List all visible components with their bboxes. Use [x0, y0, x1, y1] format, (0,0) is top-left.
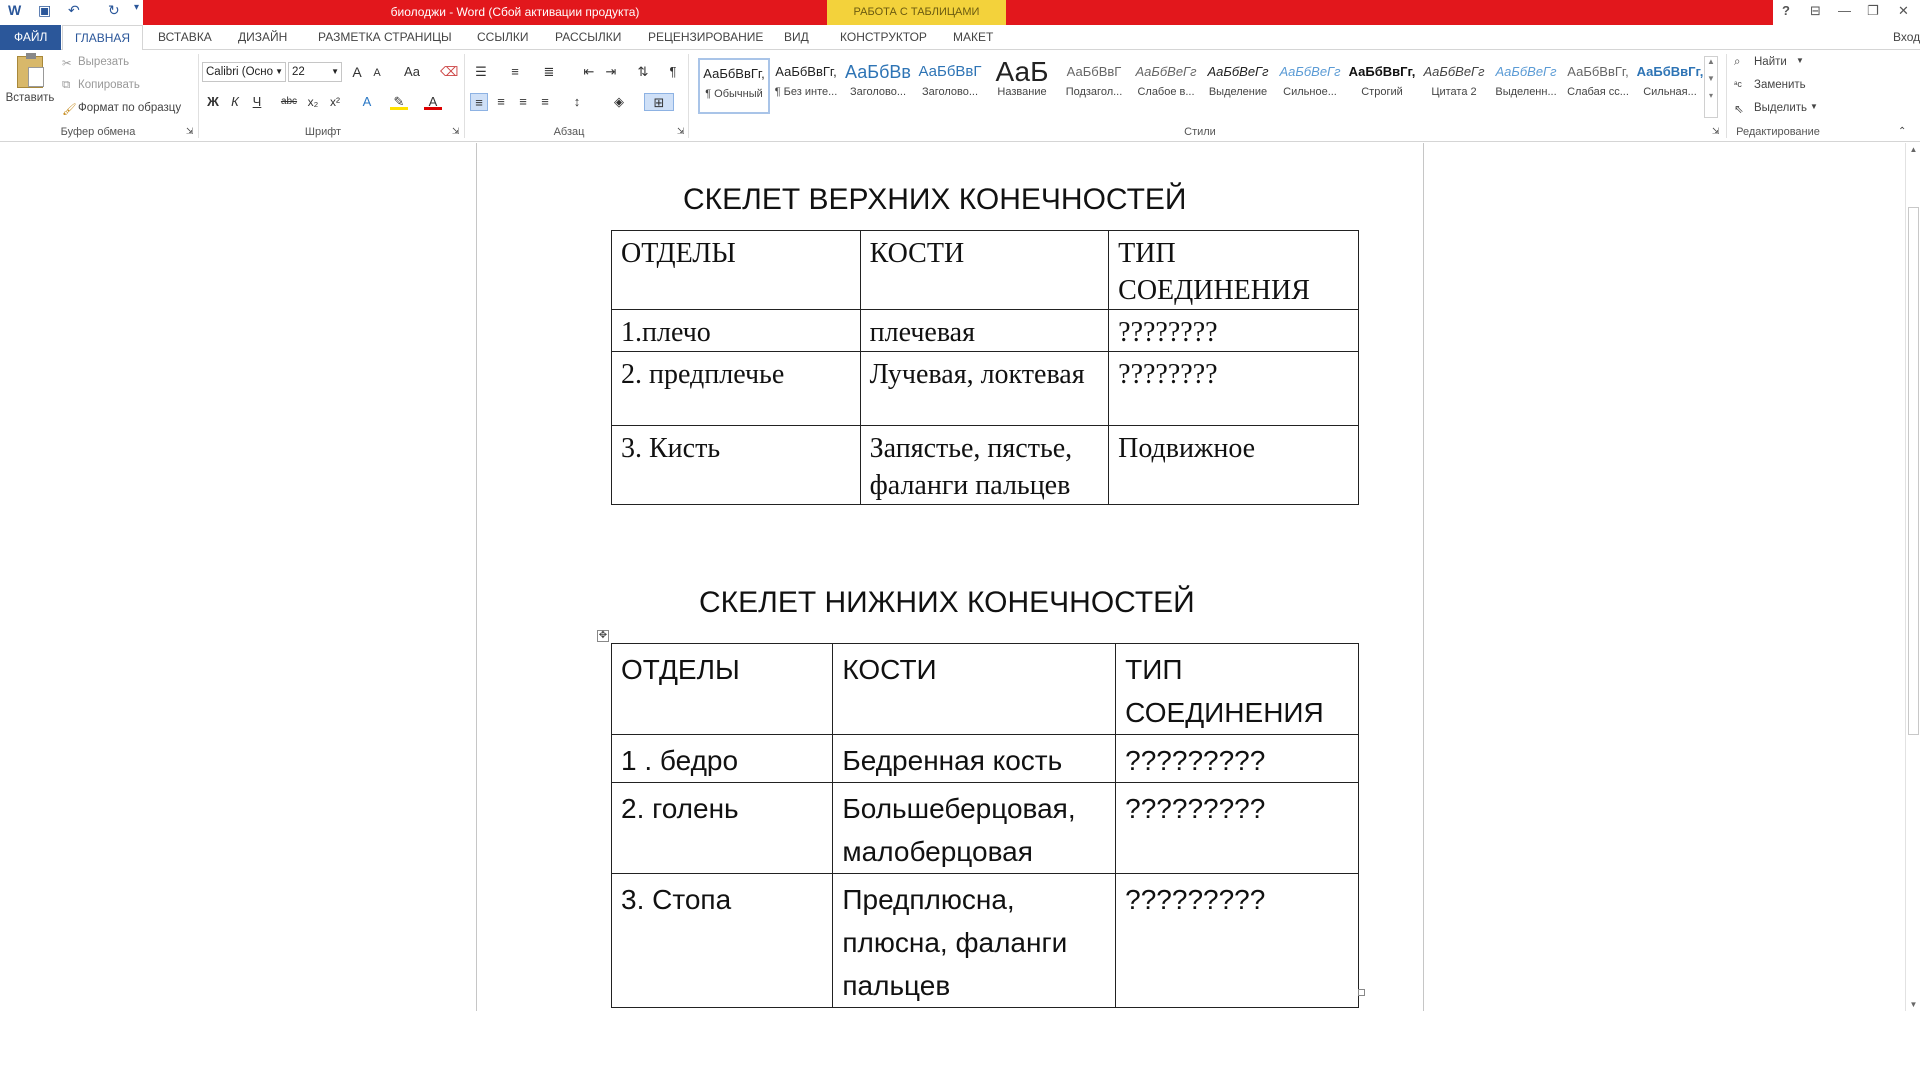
table-cell[interactable]: 2. голень — [612, 783, 833, 874]
sign-in-link[interactable]: Вход — [1893, 30, 1920, 44]
style-gallery-item[interactable] — [770, 58, 842, 114]
table-row — [612, 783, 1359, 874]
chevron-down-icon[interactable]: ▼ — [1810, 102, 1818, 111]
style-gallery-item[interactable] — [1490, 58, 1562, 114]
style-label: Выделение — [1208, 86, 1268, 98]
table-cell[interactable]: Предплюсна, плюсна, фаланги пальцев — [833, 874, 1116, 1008]
table-cell[interactable]: ТИП СОЕДИНЕНИЯ — [1109, 231, 1359, 310]
table-cell[interactable]: ОТДЕЛЫ — [612, 231, 861, 310]
style-sample: АаБ — [995, 58, 1049, 86]
table-cell[interactable]: ???????? — [1109, 352, 1359, 426]
table-cell[interactable]: КОСТИ — [833, 644, 1116, 735]
table-cell[interactable]: Лучевая, локтевая — [860, 352, 1109, 426]
style-label: Заголово... — [921, 86, 979, 98]
table-cell[interactable]: ????????? — [1116, 874, 1359, 1008]
table-upper-limbs[interactable] — [611, 230, 1359, 505]
binoculars-icon: ⌕ — [1734, 56, 1741, 68]
show-marks-button[interactable]: ¶ — [669, 64, 677, 79]
scroll-down-icon[interactable]: ▼ — [1909, 1000, 1918, 1009]
bottom-blank-area — [0, 1011, 1920, 1080]
find-button[interactable]: Найти — [1754, 56, 1787, 68]
help-button[interactable]: ? — [1782, 3, 1790, 18]
table-move-handle[interactable]: ✥ — [598, 630, 608, 641]
scrollbar-thumb[interactable] — [1908, 207, 1919, 735]
table-cell[interactable]: 3. Кисть — [612, 426, 861, 505]
styles-gallery-scroll[interactable] — [1704, 56, 1718, 118]
style-gallery-item[interactable] — [1274, 58, 1346, 114]
tab-design[interactable]: ДИЗАЙН — [238, 30, 288, 44]
grow-font-button[interactable]: A — [352, 64, 362, 80]
style-gallery-item[interactable] — [1202, 58, 1274, 114]
replace-icon: ᵃc — [1734, 79, 1742, 89]
clipboard-launcher-icon[interactable]: ⇲ — [186, 126, 194, 136]
numbering-icon[interactable]: ≡ — [511, 64, 519, 79]
style-sample: АаБбВеГг — [1135, 64, 1197, 79]
format-painter-button[interactable]: Формат по образцу — [78, 102, 182, 114]
font-color-icon[interactable]: A — [424, 93, 442, 110]
collapse-ribbon-icon[interactable]: ⌃ — [1898, 126, 1907, 137]
title-bar — [0, 0, 1920, 25]
style-gallery-item[interactable] — [842, 58, 914, 114]
borders-icon[interactable]: ⊞ — [644, 93, 674, 111]
table-cell[interactable]: Большеберцовая, малоберцовая — [833, 783, 1116, 874]
style-sample: АаБбВеГг — [1279, 64, 1341, 79]
style-label: ¶ Без инте... — [774, 86, 838, 98]
redo-icon[interactable]: ↻ — [108, 2, 120, 18]
tab-references[interactable]: ССЫЛКИ — [477, 30, 529, 44]
scroll-up-icon[interactable]: ▲ — [1909, 145, 1918, 154]
shading-icon[interactable]: ◈ — [614, 94, 624, 109]
chevron-up-icon[interactable]: ▲ — [1707, 57, 1715, 66]
justify-icon[interactable]: ≡ — [541, 94, 549, 109]
table-cell[interactable]: Подвижное — [1109, 426, 1359, 505]
paragraph-group-label: Абзац — [553, 126, 585, 138]
style-label: Цитата 2 — [1431, 86, 1477, 98]
copy-icon: ⧉ — [62, 79, 71, 91]
table-cell[interactable]: 2. предплечье — [612, 352, 861, 426]
table-cell[interactable]: ????????? — [1116, 735, 1359, 783]
table-row — [612, 735, 1359, 783]
style-sample: АаБбВвГг, — [1348, 64, 1416, 79]
table-cell[interactable]: ????????? — [1116, 783, 1359, 874]
table-row — [612, 352, 1359, 426]
tab-page-layout[interactable]: РАЗМЕТКА СТРАНИЦЫ — [318, 30, 452, 44]
style-sample: АаБбВв — [845, 62, 911, 82]
table-cell[interactable]: Запястье, пястье, фаланги пальцев — [860, 426, 1109, 505]
tab-file[interactable]: ФАЙЛ — [0, 25, 61, 50]
format-painter-icon: 🖌 — [62, 104, 77, 116]
table-cell[interactable]: Бедренная кость — [833, 735, 1116, 783]
window-title: биолоджи - Word (Сбой активации продукта) — [390, 5, 640, 19]
table-cell[interactable]: ???????? — [1109, 310, 1359, 352]
table-tools-context-label: РАБОТА С ТАБЛИЦАМИ — [827, 0, 1006, 25]
clipboard-icon — [17, 56, 43, 88]
style-label: ¶ Обычный — [705, 88, 763, 100]
close-button[interactable]: ✕ — [1898, 3, 1909, 18]
style-gallery-item[interactable] — [1634, 58, 1706, 114]
ribbon-tabs — [0, 25, 1920, 50]
table-row — [612, 874, 1359, 1008]
line-spacing-icon[interactable]: ↕ — [573, 94, 581, 109]
chevron-down-icon[interactable]: ▼ — [1796, 56, 1804, 65]
tab-table-layout[interactable]: МАКЕТ — [953, 30, 994, 44]
style-gallery-item[interactable] — [986, 58, 1058, 114]
style-label: Слабая сс... — [1567, 86, 1629, 98]
style-label: Подзагол... — [1065, 86, 1123, 98]
tab-mailings[interactable]: РАССЫЛКИ — [555, 30, 622, 44]
change-case-button[interactable]: Aa — [404, 64, 420, 79]
paste-button[interactable] — [4, 54, 56, 122]
tab-home[interactable]: ГЛАВНАЯ — [62, 25, 143, 51]
font-size-combo[interactable] — [288, 62, 342, 82]
maximize-button[interactable]: ❐ — [1867, 3, 1879, 18]
table-cell[interactable]: плечевая — [860, 310, 1109, 352]
select-button[interactable]: Выделить — [1754, 102, 1808, 114]
save-icon[interactable]: ▣ — [38, 2, 52, 18]
table-header-row — [612, 231, 1359, 310]
cursor-icon: ⇖ — [1734, 104, 1744, 116]
heading-upper-limbs: СКЕЛЕТ ВЕРХНИХ КОНЕЧНОСТЕЙ — [683, 183, 1187, 216]
heading-lower-limbs: СКЕЛЕТ НИЖНИХ КОНЕЧНОСТЕЙ — [699, 586, 1195, 619]
font-name-value: Calibri (Осно — [206, 66, 274, 78]
style-gallery-item[interactable] — [1562, 58, 1634, 114]
align-left-icon[interactable]: ≡ — [470, 93, 488, 111]
styles-launcher-icon[interactable]: ⇲ — [1712, 126, 1720, 136]
strikethrough-button[interactable]: abc — [280, 96, 298, 107]
style-sample: АаБбВеГг — [1207, 64, 1269, 79]
style-label: Слабое в... — [1137, 86, 1195, 98]
style-sample: АаБбВвГг, — [703, 66, 765, 81]
font-group-label: Шрифт — [304, 126, 342, 138]
table-header-row — [612, 644, 1359, 735]
font-size-value: 22 — [292, 66, 305, 78]
table-lower-limbs[interactable] — [611, 643, 1359, 1008]
decrease-indent-icon[interactable]: ⇤ — [583, 64, 595, 79]
table-cell[interactable]: 3. Стопа — [612, 874, 833, 1008]
document-area — [0, 143, 1905, 1011]
scissors-icon: ✂ — [62, 58, 72, 70]
clipboard-group-label: Буфер обмена — [60, 126, 136, 138]
copy-button[interactable]: Копировать — [78, 79, 140, 91]
style-sample: АаБбВеГг — [1423, 64, 1485, 79]
tab-table-design[interactable]: КОНСТРУКТОР — [840, 30, 927, 44]
minimize-button[interactable]: — — [1838, 3, 1851, 18]
text-effects-icon[interactable]: A — [362, 94, 372, 109]
style-gallery-item[interactable] — [1418, 58, 1490, 114]
bold-button[interactable]: Ж — [207, 94, 219, 109]
font-name-combo[interactable] — [202, 62, 286, 82]
table-row — [612, 426, 1359, 505]
style-sample: АаБбВвГг, — [1567, 64, 1629, 79]
style-sample: АаБбВвГ — [1066, 64, 1122, 79]
paragraph-launcher-icon[interactable]: ⇲ — [677, 126, 685, 136]
italic-button[interactable]: К — [231, 94, 239, 109]
ribbon — [0, 50, 1920, 142]
undo-icon[interactable]: ↶ — [68, 2, 80, 18]
increase-indent-icon[interactable]: ⇥ — [605, 64, 617, 79]
tab-review[interactable]: РЕЦЕНЗИРОВАНИЕ — [648, 30, 764, 44]
style-sample: АаБбВвГг, — [1636, 64, 1704, 79]
style-label: Строгий — [1361, 86, 1403, 98]
table-cell[interactable]: 1 . бедро — [612, 735, 833, 783]
cut-button[interactable]: Вырезать — [78, 56, 130, 68]
table-cell[interactable]: ОТДЕЛЫ — [612, 644, 833, 735]
style-sample: АаБбВвГ — [918, 63, 982, 80]
style-label: Название — [997, 86, 1047, 98]
subscript-button[interactable]: x₂ — [307, 95, 319, 109]
styles-group-label: Стили — [1184, 126, 1216, 138]
style-label: Выделенн... — [1495, 86, 1557, 98]
chevron-down-icon[interactable]: ▼ — [1707, 74, 1715, 83]
sort-icon[interactable]: ⇅ — [637, 64, 649, 79]
more-styles-icon[interactable]: ▾ — [1708, 91, 1713, 100]
style-label: Сильное... — [1283, 86, 1337, 98]
replace-button[interactable]: Заменить — [1754, 79, 1806, 91]
style-sample: АаБбВеГг — [1495, 64, 1557, 79]
tab-view[interactable]: ВИД — [784, 30, 809, 44]
style-gallery-item[interactable] — [1346, 58, 1418, 114]
style-gallery-item[interactable] — [1058, 58, 1130, 114]
table-cell[interactable]: ТИП СОЕДИНЕНИЯ — [1116, 644, 1359, 735]
customize-qat-icon[interactable]: ▾ — [134, 2, 140, 13]
table-row — [612, 310, 1359, 352]
align-center-icon[interactable]: ≡ — [497, 94, 505, 109]
bullets-icon[interactable]: ☰ — [475, 64, 487, 79]
table-cell[interactable]: 1.плечо — [612, 310, 861, 352]
style-gallery-item[interactable] — [698, 58, 770, 114]
paste-label: Вставить — [5, 92, 55, 104]
font-launcher-icon[interactable]: ⇲ — [452, 126, 460, 136]
chevron-down-icon: ▼ — [275, 67, 283, 76]
style-sample: АаБбВвГг, — [775, 64, 837, 79]
chevron-down-icon: ▼ — [331, 67, 339, 76]
word-app-icon: W — [8, 2, 22, 18]
multilevel-list-icon[interactable]: ≣ — [543, 64, 555, 79]
align-right-icon[interactable]: ≡ — [519, 94, 527, 109]
style-gallery-item[interactable] — [1130, 58, 1202, 114]
table-cell[interactable]: КОСТИ — [860, 231, 1109, 310]
style-gallery-item[interactable] — [914, 58, 986, 114]
style-label: Заголово... — [849, 86, 907, 98]
superscript-button[interactable]: x² — [330, 95, 340, 109]
clear-formatting-icon[interactable]: ⌫ — [440, 64, 459, 79]
shrink-font-button[interactable]: A — [373, 67, 381, 79]
ribbon-display-options-button[interactable]: ⊟ — [1810, 3, 1821, 18]
tab-insert[interactable]: ВСТАВКА — [158, 30, 212, 44]
vertical-scrollbar[interactable] — [1905, 143, 1920, 1011]
editing-group-label: Редактирование — [1736, 126, 1820, 138]
highlight-icon[interactable]: ✎ — [390, 93, 408, 110]
table-resize-handle[interactable] — [1358, 989, 1365, 996]
style-label: Сильная... — [1643, 86, 1697, 98]
underline-button[interactable]: Ч — [252, 94, 262, 109]
